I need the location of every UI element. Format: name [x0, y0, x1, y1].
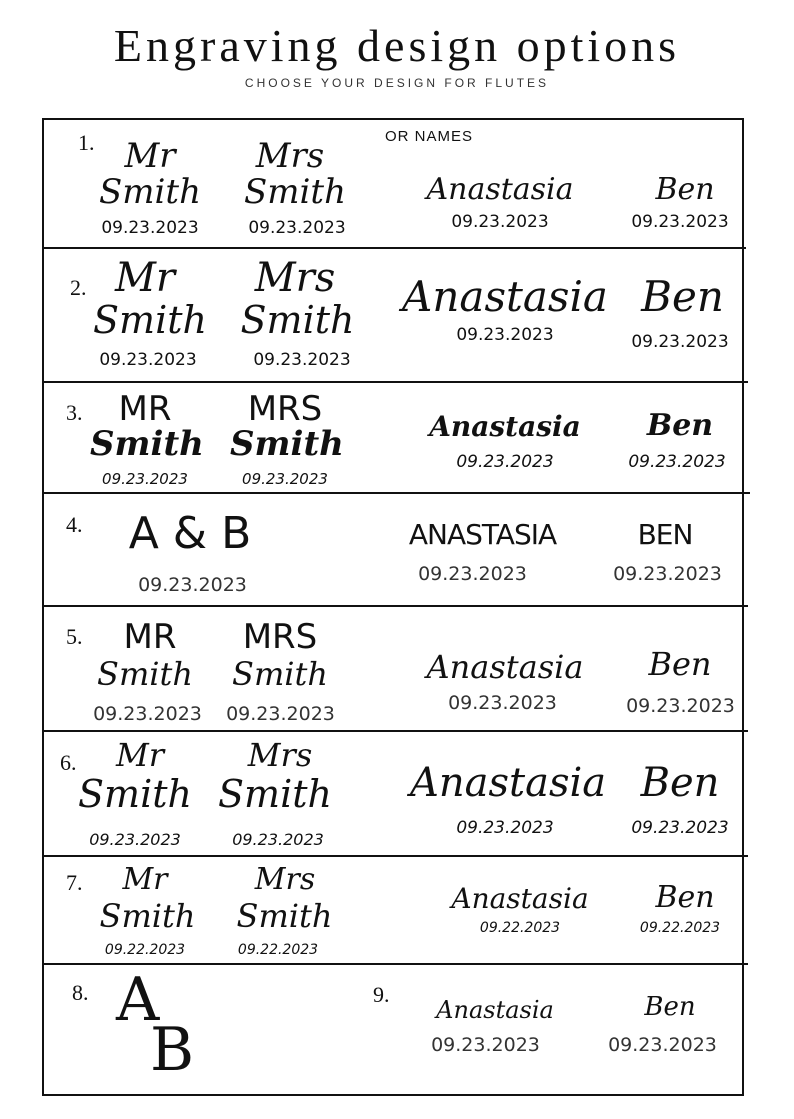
design-number: 9. — [373, 982, 390, 1007]
date: 09.23.2023 — [101, 218, 199, 238]
date: 09.23.2023 — [242, 470, 328, 488]
first-name: Anastasia — [402, 272, 608, 321]
first-name: ANASTASIA — [408, 518, 557, 551]
surname: Smith — [230, 424, 344, 464]
date: 09.23.2023 — [451, 212, 549, 232]
title-mrs: Mrs — [254, 862, 316, 897]
date: 09.23.2023 — [226, 703, 335, 725]
date: 09.23.2023 — [89, 830, 181, 849]
row-divider — [42, 381, 748, 383]
date: 09.23.2023 — [418, 563, 527, 585]
title-mrs: Mrs — [247, 736, 313, 774]
surname: Smith — [218, 772, 332, 816]
date: 09.23.2023 — [631, 818, 729, 838]
date: 09.23.2023 — [456, 325, 554, 345]
date: 09.23.2023 — [431, 1034, 540, 1056]
row-divider — [42, 492, 750, 494]
design-number: 2. — [70, 275, 87, 300]
date: 09.23.2023 — [608, 1034, 717, 1056]
title-mrs: MRS — [247, 389, 323, 429]
date: 09.23.2023 — [456, 818, 554, 838]
surname: Smith — [244, 172, 346, 212]
design-number: 4. — [66, 512, 83, 537]
date: 09.22.2023 — [237, 942, 319, 958]
row-divider — [42, 855, 748, 857]
monogram-a: A — [116, 965, 160, 1035]
title-mrs: Mrs — [254, 255, 336, 301]
date: 09.23.2023 — [232, 830, 324, 849]
design-number: 7. — [66, 870, 83, 895]
row-divider — [42, 730, 748, 732]
first-name: Ben — [644, 992, 696, 1022]
surname: Smith — [236, 897, 333, 935]
surname: Smith — [232, 655, 328, 693]
date: 09.23.2023 — [631, 332, 729, 352]
title-mr: Mr — [122, 862, 168, 897]
first-name: Ben — [655, 880, 715, 915]
date: 09.22.2023 — [479, 920, 561, 936]
design-number: 1. — [78, 130, 95, 155]
date: 09.23.2023 — [448, 692, 557, 714]
first-name: Anastasia — [436, 996, 554, 1024]
date: 09.22.2023 — [104, 942, 186, 958]
page-title: Engraving design options — [113, 20, 681, 71]
title-mrs: Mrs — [255, 136, 325, 176]
first-name: Ben — [646, 408, 714, 443]
first-name: Ben — [641, 272, 724, 321]
date: 09.23.2023 — [626, 695, 735, 717]
first-name: Anastasia — [426, 172, 574, 207]
surname: Smith — [99, 897, 196, 935]
title-mr: MR — [123, 617, 177, 657]
first-name: Ben — [648, 645, 712, 683]
first-name: Anastasia — [410, 760, 607, 806]
title-mr: MR — [118, 389, 172, 429]
date: 09.23.2023 — [253, 350, 351, 370]
date: 09.23.2023 — [138, 574, 247, 596]
date: 09.22.2023 — [639, 920, 721, 936]
title-mr: Mr — [114, 255, 176, 301]
date: 09.23.2023 — [102, 470, 188, 488]
title-mr: Mr — [124, 136, 176, 176]
or-names-label: OR NAMES — [384, 128, 473, 145]
surname: Smith — [93, 298, 207, 342]
design-number: 8. — [72, 980, 89, 1005]
date: 09.23.2023 — [631, 212, 729, 232]
title-mr: Mr — [115, 736, 165, 774]
date: 09.23.2023 — [93, 703, 202, 725]
page-subtitle: CHOOSE YOUR DESIGN FOR FLUTES — [244, 76, 550, 90]
design-number: 3. — [66, 400, 83, 425]
surname: Smith — [99, 172, 201, 212]
first-name: Anastasia — [451, 882, 589, 915]
surname: Smith — [78, 772, 192, 816]
row-divider — [42, 605, 748, 607]
date: 09.23.2023 — [248, 218, 346, 238]
date: 09.23.2023 — [628, 452, 726, 472]
date: 09.23.2023 — [456, 452, 554, 472]
first-name: BEN — [637, 518, 693, 551]
date: 09.23.2023 — [99, 350, 197, 370]
first-name: Anastasia — [426, 648, 584, 686]
first-name: Ben — [640, 760, 720, 806]
design-number: 6. — [60, 750, 77, 775]
first-name: Anastasia — [429, 410, 581, 443]
surname: Smith — [90, 424, 204, 464]
surname: Smith — [97, 655, 193, 693]
initials: A & B — [128, 508, 252, 559]
monogram-b: B — [150, 1015, 195, 1085]
first-name: Ben — [655, 172, 715, 207]
row-divider — [42, 247, 746, 249]
design-number: 5. — [66, 624, 83, 649]
surname: Smith — [240, 298, 355, 342]
date: 09.23.2023 — [613, 563, 722, 585]
title-mrs: MRS — [242, 617, 318, 657]
